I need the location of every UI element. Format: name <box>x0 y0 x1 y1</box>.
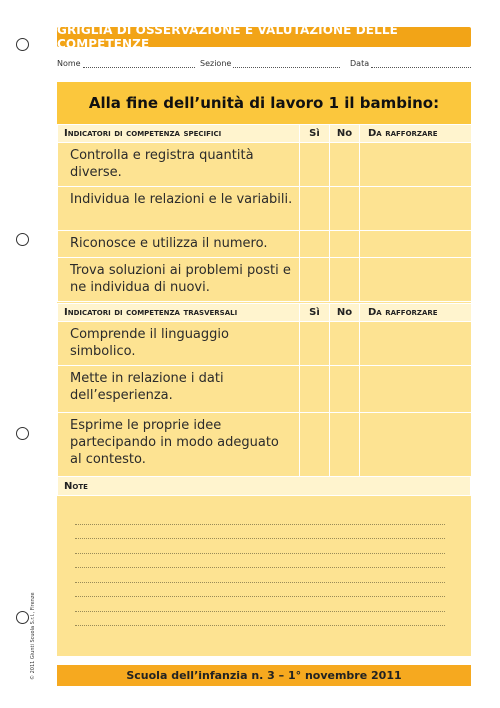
indicator-text: Controlla e registra quantità diverse. <box>58 143 300 187</box>
si-checkbox-cell[interactable] <box>300 258 330 302</box>
nome-line <box>83 60 195 68</box>
no-checkbox-cell[interactable] <box>330 366 360 413</box>
note-line <box>75 583 445 598</box>
copyright-text: © 2011 Giunti Scuola S.r.l., Firenze <box>30 592 36 680</box>
note-line <box>75 554 445 569</box>
col-si-header: Sì <box>300 304 330 322</box>
rafforzare-checkbox-cell[interactable] <box>360 187 472 231</box>
no-checkbox-cell[interactable] <box>330 143 360 187</box>
note-line <box>75 525 445 540</box>
data-line <box>371 60 471 68</box>
sezione-label: Sezione <box>200 59 232 68</box>
note-heading: Note <box>57 476 471 496</box>
specific-header-row <box>58 125 472 143</box>
note-line <box>75 568 445 583</box>
transversal-header-row <box>58 304 472 322</box>
si-checkbox-cell[interactable] <box>300 366 330 413</box>
indicator-text: Mette in relazione i dati dell’esperienza. <box>58 366 300 413</box>
transversal-section-title: Indicatori di competenza trasversali <box>58 304 300 322</box>
indicator-row <box>58 413 472 477</box>
indicator-row <box>58 258 472 302</box>
nome-label: Nome <box>57 59 81 68</box>
indicator-row <box>58 231 472 258</box>
si-checkbox-cell[interactable] <box>300 413 330 477</box>
indicator-text: Trova soluzioni ai problemi posti e ne individua di nuovi. <box>58 258 300 302</box>
transversal-competence-table <box>57 303 472 477</box>
footer-banner: Scuola dell’infanzia n. 3 – 1° novembre 2011 <box>57 665 471 686</box>
col-no-header: No <box>330 125 360 143</box>
no-checkbox-cell[interactable] <box>330 187 360 231</box>
indicator-row <box>58 366 472 413</box>
col-si-header: Sì <box>300 125 330 143</box>
col-rafforzare-header: Da rafforzare <box>360 125 472 143</box>
indicator-row <box>58 143 472 187</box>
col-no-header: No <box>330 304 360 322</box>
note-writing-area[interactable] <box>75 510 445 626</box>
note-line <box>75 612 445 627</box>
nome-field[interactable] <box>57 59 195 68</box>
rafforzare-checkbox-cell[interactable] <box>360 413 472 477</box>
binder-hole-4 <box>16 611 29 624</box>
note-line <box>75 510 445 525</box>
indicator-text: Riconosce e utilizza il numero. <box>58 231 300 258</box>
binder-hole-1 <box>16 38 29 51</box>
si-checkbox-cell[interactable] <box>300 322 330 366</box>
rafforzare-checkbox-cell[interactable] <box>360 231 472 258</box>
sezione-line <box>233 60 340 68</box>
no-checkbox-cell[interactable] <box>330 413 360 477</box>
rafforzare-checkbox-cell[interactable] <box>360 258 472 302</box>
indicator-text: Individua le relazioni e le variabili. <box>58 187 300 231</box>
specific-section-title: Indicatori di competenza specifici <box>58 125 300 143</box>
data-label: Data <box>350 59 370 68</box>
specific-competence-table <box>57 124 472 302</box>
indicator-text: Comprende il linguaggio simbolico. <box>58 322 300 366</box>
binder-hole-3 <box>16 427 29 440</box>
binder-hole-2 <box>16 233 29 246</box>
indicator-row <box>58 187 472 231</box>
sezione-field[interactable] <box>200 59 340 68</box>
note-line <box>75 597 445 612</box>
si-checkbox-cell[interactable] <box>300 187 330 231</box>
note-line <box>75 539 445 554</box>
col-rafforzare-header: Da rafforzare <box>360 304 472 322</box>
sheet-header: Alla fine dell’unità di lavoro 1 il bambino: <box>57 82 471 124</box>
rafforzare-checkbox-cell[interactable] <box>360 322 472 366</box>
rafforzare-checkbox-cell[interactable] <box>360 143 472 187</box>
indicator-text: Esprime le proprie idee partecipando in modo adeguato al contesto. <box>58 413 300 477</box>
indicator-row <box>58 322 472 366</box>
rafforzare-checkbox-cell[interactable] <box>360 366 472 413</box>
no-checkbox-cell[interactable] <box>330 231 360 258</box>
page-title-banner: GRIGLIA DI OSSERVAZIONE E VALUTAZIONE DELLE COMPETENZE <box>57 27 471 47</box>
student-fields <box>57 59 471 71</box>
si-checkbox-cell[interactable] <box>300 231 330 258</box>
data-field[interactable] <box>350 59 471 68</box>
evaluation-sheet <box>57 82 471 656</box>
no-checkbox-cell[interactable] <box>330 258 360 302</box>
si-checkbox-cell[interactable] <box>300 143 330 187</box>
no-checkbox-cell[interactable] <box>330 322 360 366</box>
